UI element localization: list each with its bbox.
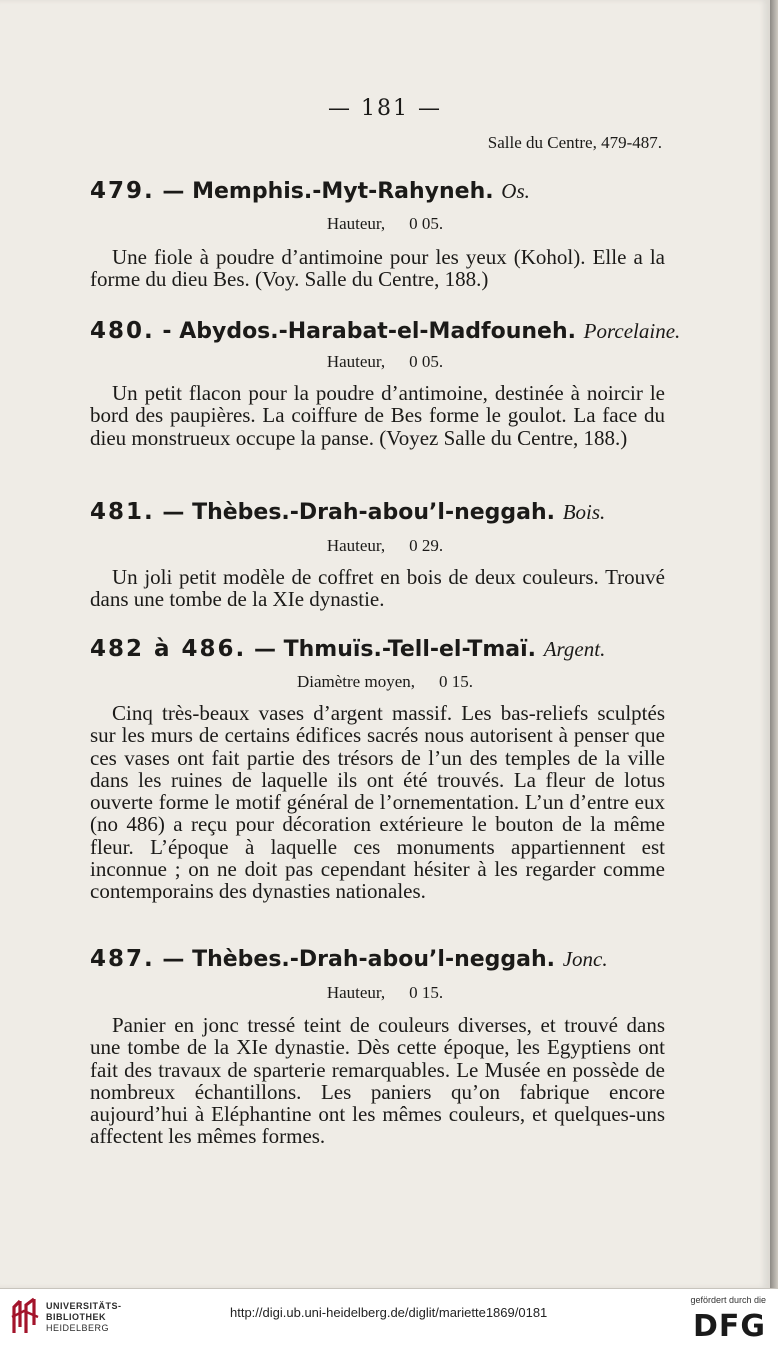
entry-material: Jonc. [562, 947, 608, 971]
entry-title: Thèbes.-Drah-abou’l-neggah. [192, 500, 556, 525]
measure-label: Diamètre moyen, [296, 672, 415, 691]
institution-line: HEIDELBERG [46, 1323, 110, 1333]
measure-value: 0 05. [409, 214, 444, 233]
entry-measure [0, 672, 770, 692]
entry-heading [90, 318, 680, 344]
measure-label: Hauteur, [326, 352, 386, 371]
entry-description: Cinq très-beaux vases d’argent massif. Les bas-reliefs sculptés sur les murs de certains édifices sacrés nous autorisent à penser que ces vases ont fait partie des trésors de l’un des temples de la ville dans les ruines de laquelle ils ont été trouvés. La fleur de lotus ouverte forme le motif général de l’ornementation. L’un d’entre eux (no 486) a reçu pour décoration extérieure le bouton de la même fleur. L’époque à laquelle ces monuments appartiennent est inconnue ; on ne doit pas cependant hésiter à les regarder comme contemporains des dynasties nationales. [90, 701, 665, 904]
entry-measure [0, 352, 770, 372]
page-number: — 181 — [328, 96, 442, 121]
entry-number: 481. [90, 499, 155, 525]
entry-material: Os. [501, 179, 530, 203]
measure-value: 0 05. [409, 352, 444, 371]
funded-by-label: gefördert durch die [690, 1295, 766, 1305]
measure-label: Hauteur, [326, 536, 386, 555]
entry-dash: — [154, 947, 193, 972]
entry-title: Abydos.-Harabat-el-Madfouneh. [179, 319, 576, 344]
entry-number: 482 à 486. [90, 636, 247, 662]
section-header: Salle du Centre, 479-487. [487, 133, 662, 152]
entry-description: Un petit flacon pour la poudre d’antimoine, destinée à noircir le bord des paupières. La coiffure de Bes forme le goulot. La face du dieu monstrueux occupe la panse. (Voyez Salle du Centre, 188.) [90, 381, 665, 450]
permalink[interactable]: http://digi.ub.uni-heidelberg.de/diglit/mariette1869/0181 [230, 1305, 548, 1320]
entry-description: Une fiole à poudre d’antimoine pour les yeux (Kohol). Elle a la forme du dieu Bes. (Voy. Salle du Centre, 188.) [90, 245, 665, 292]
entry-dash: — [154, 179, 193, 204]
viewer-footer [0, 1288, 778, 1347]
entry-number: 480. [90, 318, 155, 344]
entry-dash: — [246, 637, 284, 662]
entry-heading [90, 636, 605, 662]
entry-number: 479. [90, 178, 155, 204]
university-logo-icon[interactable] [10, 1297, 40, 1335]
entry-title: Thèbes.-Drah-abou’l-neggah. [192, 947, 556, 972]
measure-value: 0 29. [409, 536, 444, 555]
entry-measure [0, 214, 770, 234]
page-edge-shadow [770, 0, 778, 1288]
dfg-logo[interactable]: DFG [692, 1309, 766, 1344]
entry-heading [90, 499, 605, 525]
measure-label: Hauteur, [326, 983, 386, 1002]
entry-material: Porcelaine. [583, 319, 681, 343]
entry-dash: - [154, 319, 180, 344]
entry-heading [90, 946, 608, 972]
institution-line: UNIVERSITÄTS- [46, 1301, 122, 1311]
entry-measure [0, 983, 770, 1003]
entry-measure [0, 536, 770, 556]
measure-value: 0 15. [439, 672, 473, 691]
measure-label: Hauteur, [326, 214, 386, 233]
measure-value: 0 15. [409, 983, 444, 1002]
entry-material: Bois. [562, 500, 606, 524]
entry-number: 487. [90, 946, 155, 972]
entry-description: Panier en jonc tressé teint de couleurs diverses, et trouvé dans une tombe de la XIe dynastie. Dès cette époque, les Egyptiens ont fait des travaux de sparterie remarquables. Le Musée en possède de nombreux échantillons. Les paniers qu’on fabrique encore aujourd’hui à Eléphantine ont les mêmes couleurs, et quelques-uns affectent les mêmes formes. [90, 1013, 665, 1149]
entry-heading [90, 178, 530, 204]
institution-name [46, 1301, 122, 1334]
entry-material: Argent. [543, 637, 606, 661]
entry-title: Memphis.-Myt-Rahyneh. [192, 179, 494, 204]
entry-description: Un joli petit modèle de coffret en bois de deux couleurs. Trouvé dans une tombe de la XIe dynastie. [90, 565, 665, 612]
entry-title: Thmuïs.-Tell-el-Tmaï. [283, 637, 537, 662]
entry-dash: — [154, 500, 193, 525]
institution-line: BIBLIOTHEK [46, 1312, 106, 1322]
